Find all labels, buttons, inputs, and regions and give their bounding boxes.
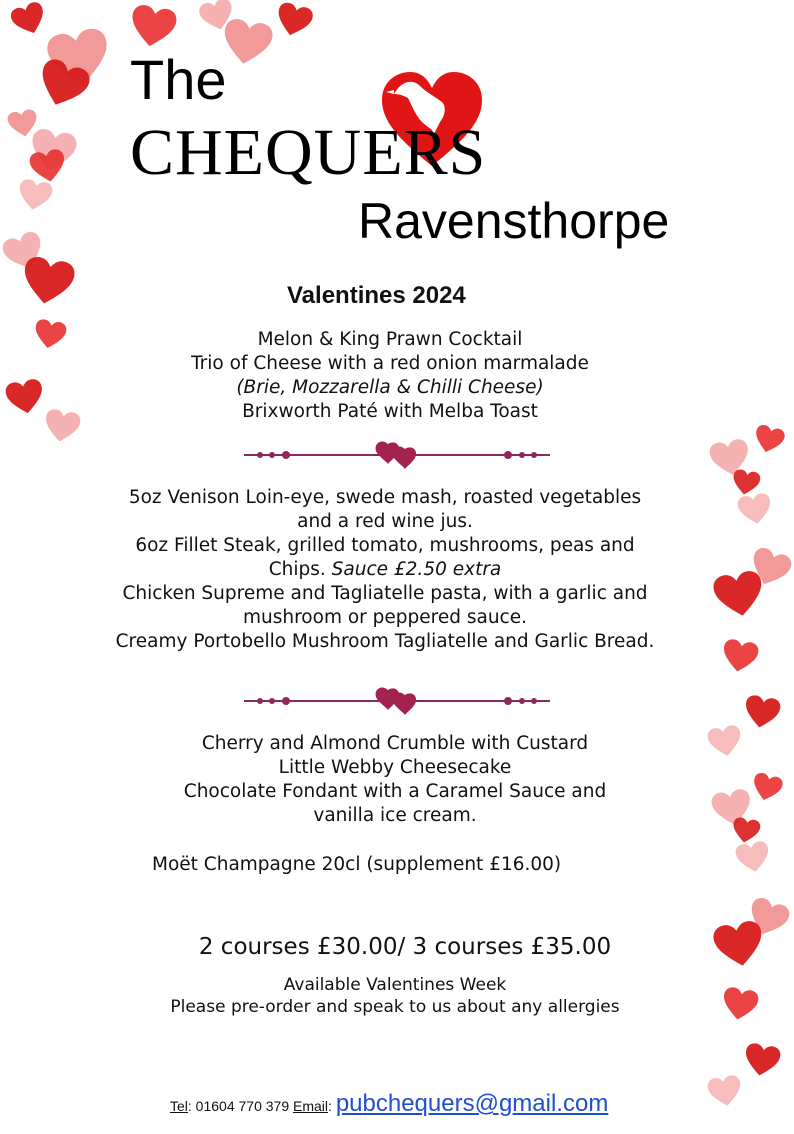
mains-section [60,486,710,654]
heart-icon [16,177,55,213]
desserts-section [130,732,660,828]
heart-icon [734,839,773,875]
heart-icon [719,985,760,1023]
starter-item-note: (Brie, Mozzarella & Chilli Cheese) [236,377,544,398]
heart-icon [719,637,760,675]
heart-icon [8,0,50,39]
menu-heading-text: Valentines 2024 [287,282,466,309]
email-separator: : [328,1098,336,1114]
main-item: Chicken Supreme and Tagliatelle pasta, with a garlic and [122,583,648,604]
main-item: 5oz Venison Loin-eye, swede mash, roasted vegetables [128,487,642,508]
allergy-note: Please pre-order and speak to us about any allergies [170,997,620,1017]
starter-item: Brixworth Paté with Melba Toast [242,401,538,422]
availability-text: Available Valentines Week [283,975,507,995]
dessert-item: vanilla ice cream. [313,805,477,826]
heart-icon [736,491,775,527]
dessert-item: Cherry and Almond Crumble with Custard [201,733,589,754]
heart-icon [741,1041,782,1079]
heart-divider [242,440,552,470]
tel-label: Tel [170,1098,188,1114]
heart-icon [706,723,745,759]
title-town: Ravensthorpe [358,193,670,249]
main-item [60,558,710,582]
heart-icon [218,16,275,69]
email-link[interactable]: pubchequers@gmail.com [335,1090,609,1117]
title-chequers: CHEQUERS [130,116,487,189]
champagne-supplement: Moët Champagne 20cl (supplement £16.00) [152,854,562,875]
dessert-item: Chocolate Fondant with a Caramel Sauce and [183,781,607,802]
main-item: mushroom or peppered sauce. [243,607,527,628]
heart-icon [3,377,46,417]
main-item: Creamy Portobello Mushroom Tagliatelle and Garlic Bread. [115,631,655,652]
heart-icon [741,693,782,731]
starter-item: Trio of Cheese with a red onion marmalade [191,353,589,374]
heart-icon [710,568,767,621]
main-item: 6oz Fillet Steak, grilled tomato, mushrooms, peas and [135,535,635,556]
email-label: Email [293,1098,329,1114]
main-item: and a red wine jus. [297,511,473,532]
heart-icon [127,2,179,51]
heart-icon [706,1073,745,1109]
sauce-note: Sauce £2.50 extra [331,559,502,580]
heart-icon [710,918,767,971]
heart-icon [749,771,785,805]
heart-divider [242,686,552,716]
course-prices: 2 courses £30.00/ 3 courses £35.00 [198,934,612,960]
contact-line [170,1090,608,1118]
heart-icon [18,254,77,309]
heart-icon [751,423,787,457]
main-item-text: Chips. [268,559,332,580]
starters-section [140,328,640,424]
tel-value: : 01604 770 379 [187,1098,294,1114]
heart-icon [32,317,69,351]
heart-icon [272,0,315,40]
title-the: The [130,48,227,111]
dessert-item: Little Webby Cheesecake [278,757,512,778]
heart-icon [41,407,82,445]
availability-notes [100,974,690,1018]
starter-item: Melon & King Prawn Cocktail [257,329,523,350]
